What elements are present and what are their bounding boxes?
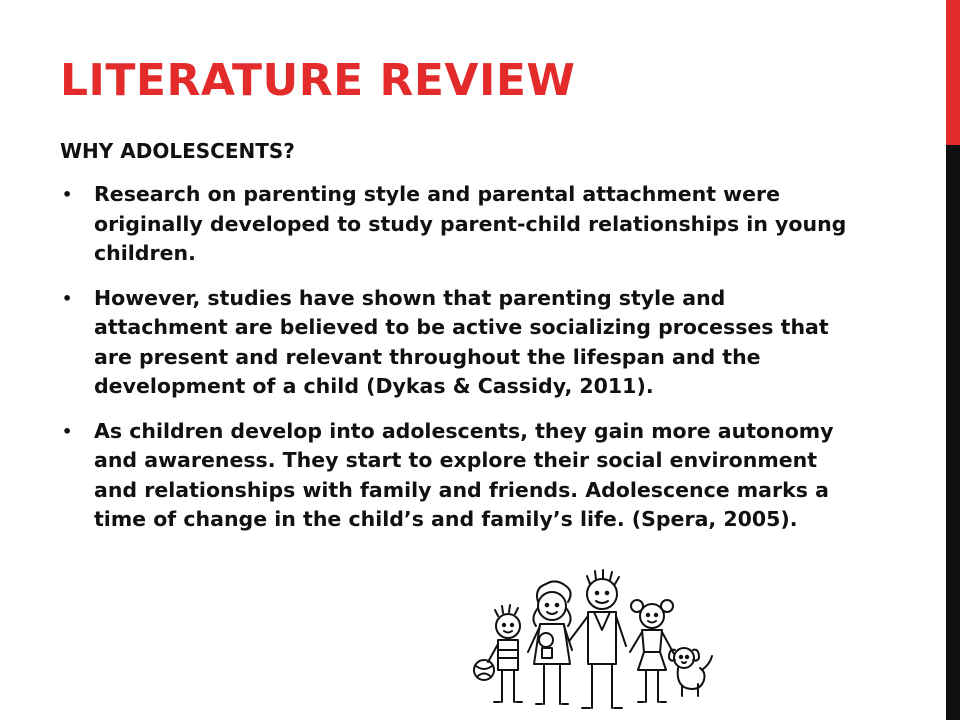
family-drawing-icon <box>470 566 720 720</box>
bullet-text: Research on parenting style and parental attachment were originally developed to study parent-child relationships in young children. <box>94 182 847 265</box>
father-figure-icon <box>570 570 626 708</box>
side-bar-accent <box>946 0 960 145</box>
bullet-item <box>62 417 852 535</box>
dog-figure-icon <box>669 648 712 696</box>
slide-title: LITERATURE REVIEW <box>60 55 576 106</box>
bullet-dot-icon: • <box>62 421 73 441</box>
boy-figure-icon <box>474 605 522 702</box>
bullet-text: However, studies have shown that parenting style and attachment are believed to be active socializing processes that are present and relevant throughout the lifespan and the development of a child (Dykas & Cassidy, 2011). <box>94 285 829 398</box>
bullet-dot-icon: • <box>62 185 73 204</box>
girl-figure-icon <box>630 600 674 702</box>
bullet-text: As children develop into adolescents, they gain more autonomy and awareness. They start to explore their social environment and relationships with family and friends. Adolescence marks a time of change in the child’s and family’s life. (Spera, 2005). <box>94 418 834 531</box>
bullet-list <box>62 180 852 550</box>
mother-figure-icon <box>528 581 572 704</box>
slide-subheading: WHY ADOLESCENTS? <box>60 139 295 163</box>
bullet-dot-icon: • <box>62 288 73 308</box>
bullet-item <box>62 180 852 269</box>
bullet-item <box>62 284 852 402</box>
